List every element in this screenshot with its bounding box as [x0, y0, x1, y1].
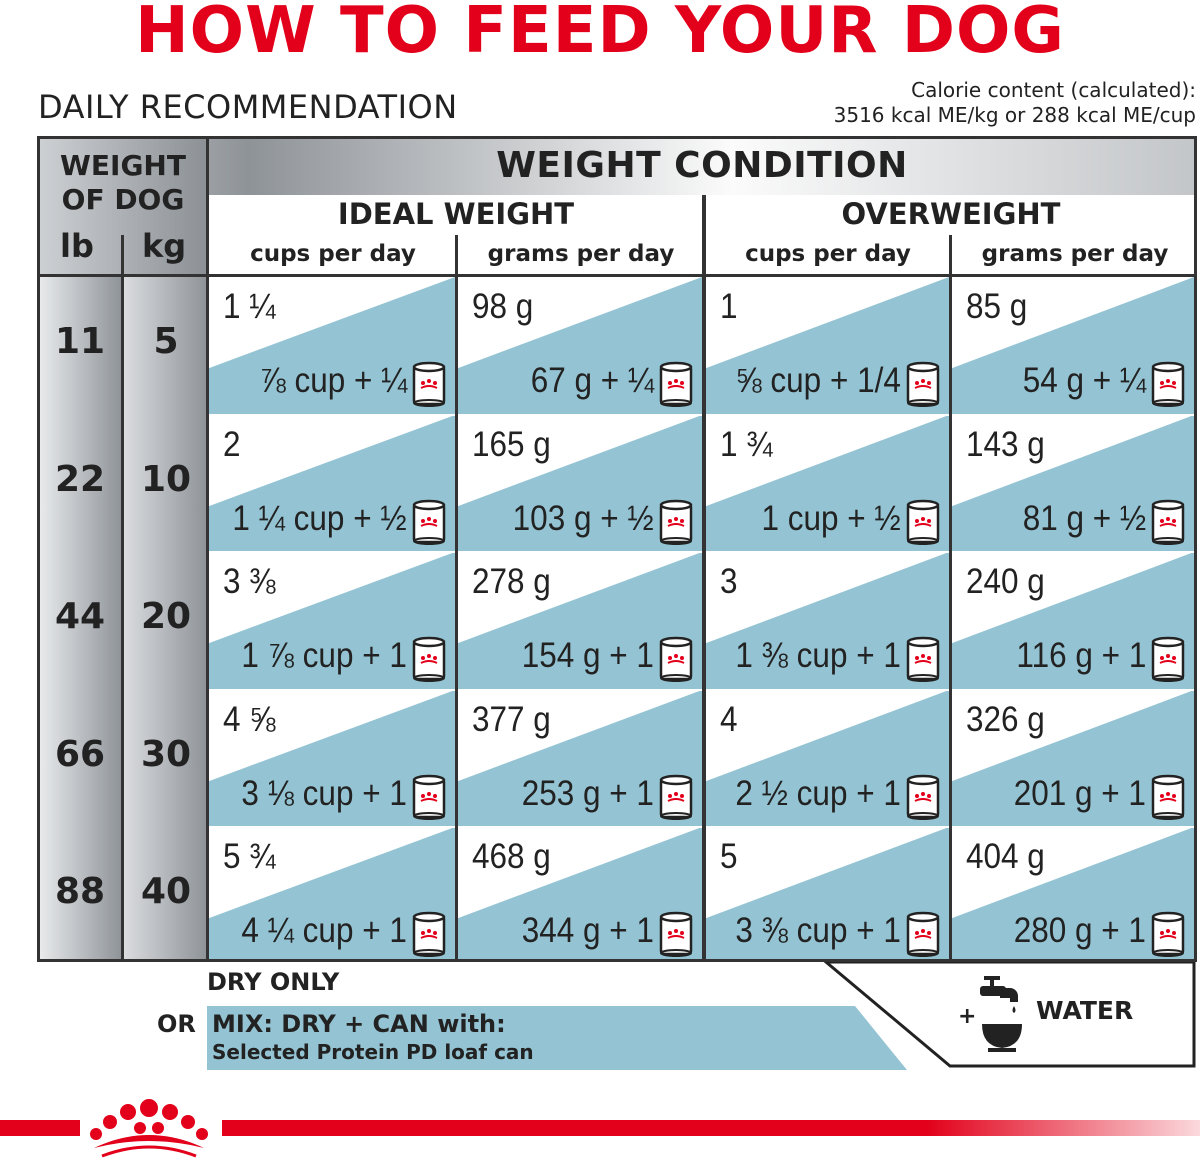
can-icon: [1150, 911, 1186, 962]
subheader-ideal-cups: cups per day: [250, 241, 416, 267]
table-cell: [458, 827, 702, 962]
calorie-line-2: 3516 kcal ME/kg or 288 kcal ME/cup: [833, 103, 1196, 127]
daily-amount-mix: 1 ⅜ cup + 1: [735, 636, 901, 676]
can-icon: [411, 636, 447, 687]
daily-amount-mix: 1 cup + ½: [761, 498, 901, 538]
can-icon: [905, 361, 941, 412]
can-icon: [905, 774, 941, 825]
table-cell: [952, 552, 1194, 690]
can-icon: [411, 911, 447, 962]
daily-amount-mix: 344 g + 1: [521, 911, 654, 951]
divider: [206, 139, 209, 962]
weight-header-line2: OF DOG: [61, 183, 185, 216]
weight-lb-value: 22: [54, 458, 106, 500]
can-icon: [411, 499, 447, 550]
kg-label: kg: [142, 227, 187, 265]
table-cell: [952, 415, 1194, 553]
daily-amount-mix: 1 ¼ cup + ½: [232, 498, 407, 538]
daily-amount-mix: 253 g + 1: [521, 773, 654, 813]
daily-amount-dry-only: 98 g: [472, 287, 534, 326]
daily-amount-mix: ⅝ cup + 1/4: [735, 361, 901, 400]
table-cell: [458, 552, 702, 690]
table-cell: [458, 415, 702, 553]
subheader-over-grams: grams per day: [981, 241, 1169, 267]
daily-amount-mix: 116 g + 1: [1016, 636, 1146, 676]
divider: [702, 195, 706, 962]
lb-kg-divider: [121, 235, 124, 275]
can-icon: [1150, 774, 1186, 825]
can-icon: [658, 499, 694, 550]
calorie-content: [834, 78, 1196, 128]
weight-lb-value: 11: [54, 321, 106, 362]
water-tap-bowl-icon: [974, 974, 1024, 1054]
daily-amount-dry-only: 404 g: [966, 837, 1045, 877]
daily-amount-mix: 154 g + 1: [521, 636, 654, 676]
weight-lb-value: 88: [54, 871, 106, 913]
calorie-line-1: Calorie content (calculated):: [911, 78, 1196, 102]
daily-amount-dry-only: 5 ¾: [223, 837, 276, 877]
table-cell: [706, 827, 949, 962]
daily-amount-dry-only: 4 ⅝: [223, 699, 276, 739]
mix-line-1: MIX: DRY + CAN with:: [212, 1010, 506, 1038]
divider: [949, 235, 952, 962]
daily-recommendation-heading: DAILY RECOMMENDATION: [38, 88, 458, 126]
daily-amount-dry-only: 2: [223, 424, 241, 464]
weight-lb-value: 44: [54, 596, 106, 638]
can-icon: [1150, 361, 1186, 412]
divider: [121, 277, 124, 962]
plus-sign: +: [958, 1004, 977, 1029]
divider: [40, 274, 1194, 277]
can-icon: [905, 911, 941, 962]
daily-amount-dry-only: 3 ⅜: [223, 562, 276, 602]
weight-of-dog-header: [40, 139, 206, 274]
can-icon: [905, 499, 941, 550]
table-cell: [952, 827, 1194, 962]
ideal-weight-header: IDEAL WEIGHT: [337, 197, 575, 231]
table-cell: [209, 690, 455, 828]
daily-amount-dry-only: 240 g: [966, 562, 1045, 602]
subheader-ideal-grams: grams per day: [487, 241, 675, 267]
weight-kg-value: 40: [140, 871, 192, 913]
overweight-header: OVERWEIGHT: [841, 197, 1061, 231]
water-label: WATER: [1036, 996, 1134, 1025]
daily-amount-mix: 4 ¼ cup + 1: [241, 911, 407, 951]
table-cell: [458, 277, 702, 415]
subheader-over-cups: cups per day: [745, 241, 911, 267]
can-icon: [411, 774, 447, 825]
divider: [455, 235, 458, 962]
or-label: OR: [157, 1010, 196, 1038]
can-icon: [658, 774, 694, 825]
daily-amount-mix: 54 g + ¼: [1022, 361, 1146, 400]
feeding-table: [37, 136, 1197, 962]
can-icon: [658, 636, 694, 687]
daily-amount-dry-only: 5: [720, 837, 738, 877]
page-title: HOW TO FEED YOUR DOG: [135, 0, 1065, 68]
footer-red-line-left: [0, 1120, 80, 1136]
can-icon: [411, 361, 447, 412]
table-cell: [706, 690, 949, 828]
royal-canin-crown-logo: [84, 1094, 214, 1164]
daily-amount-dry-only: 3: [720, 562, 738, 602]
can-icon: [658, 361, 694, 412]
can-icon: [905, 636, 941, 687]
daily-amount-dry-only: 4: [720, 699, 738, 739]
daily-amount-dry-only: 326 g: [966, 699, 1045, 739]
weight-kg-value: 10: [140, 458, 192, 500]
table-cell: [706, 277, 949, 415]
daily-amount-dry-only: 278 g: [472, 562, 551, 602]
weight-header-line1: WEIGHT: [60, 149, 186, 182]
table-cell: [952, 277, 1194, 415]
daily-amount-mix: 2 ½ cup + 1: [735, 773, 901, 813]
can-icon: [658, 911, 694, 962]
daily-amount-dry-only: 377 g: [472, 699, 551, 739]
daily-amount-mix: 280 g + 1: [1013, 911, 1146, 951]
weight-condition-header: WEIGHT CONDITION: [496, 145, 908, 186]
daily-amount-mix: 81 g + ½: [1022, 498, 1146, 538]
table-cell: [209, 827, 455, 962]
daily-amount-dry-only: 468 g: [472, 837, 551, 877]
daily-amount-dry-only: 143 g: [966, 424, 1045, 464]
weight-lb-value: 66: [54, 733, 106, 775]
table-cell: [209, 277, 455, 415]
daily-amount-mix: 201 g + 1: [1013, 773, 1146, 813]
daily-amount-dry-only: 165 g: [472, 424, 551, 464]
daily-amount-mix: ⅞ cup + ¼: [259, 361, 407, 400]
daily-amount-mix: 3 ⅛ cup + 1: [241, 773, 407, 813]
can-icon: [1150, 636, 1186, 687]
footer-red-line-right: [222, 1120, 1200, 1136]
daily-amount-mix: 103 g + ½: [512, 498, 654, 538]
table-cell: [209, 415, 455, 553]
daily-amount-mix: 3 ⅜ cup + 1: [735, 911, 901, 951]
weight-kg-value: 20: [140, 596, 192, 638]
daily-amount-mix: 67 g + ¼: [530, 361, 654, 400]
lb-label: lb: [60, 227, 94, 265]
table-cell: [458, 690, 702, 828]
daily-amount-dry-only: 85 g: [966, 287, 1028, 326]
can-icon: [1150, 499, 1186, 550]
table-cell: [706, 415, 949, 553]
weight-kg-value: 5: [153, 321, 179, 362]
daily-amount-dry-only: 1 ¾: [720, 424, 773, 464]
table-cell: [209, 552, 455, 690]
table-cell: [952, 690, 1194, 828]
dry-only-label: DRY ONLY: [207, 968, 340, 996]
daily-amount-dry-only: 1 ¼: [223, 287, 276, 326]
weight-kg-value: 30: [140, 733, 192, 775]
mix-line-2: Selected Protein PD loaf can: [212, 1040, 534, 1064]
daily-amount-mix: 1 ⅞ cup + 1: [241, 636, 407, 676]
table-cell: [706, 552, 949, 690]
daily-amount-dry-only: 1: [720, 287, 738, 326]
